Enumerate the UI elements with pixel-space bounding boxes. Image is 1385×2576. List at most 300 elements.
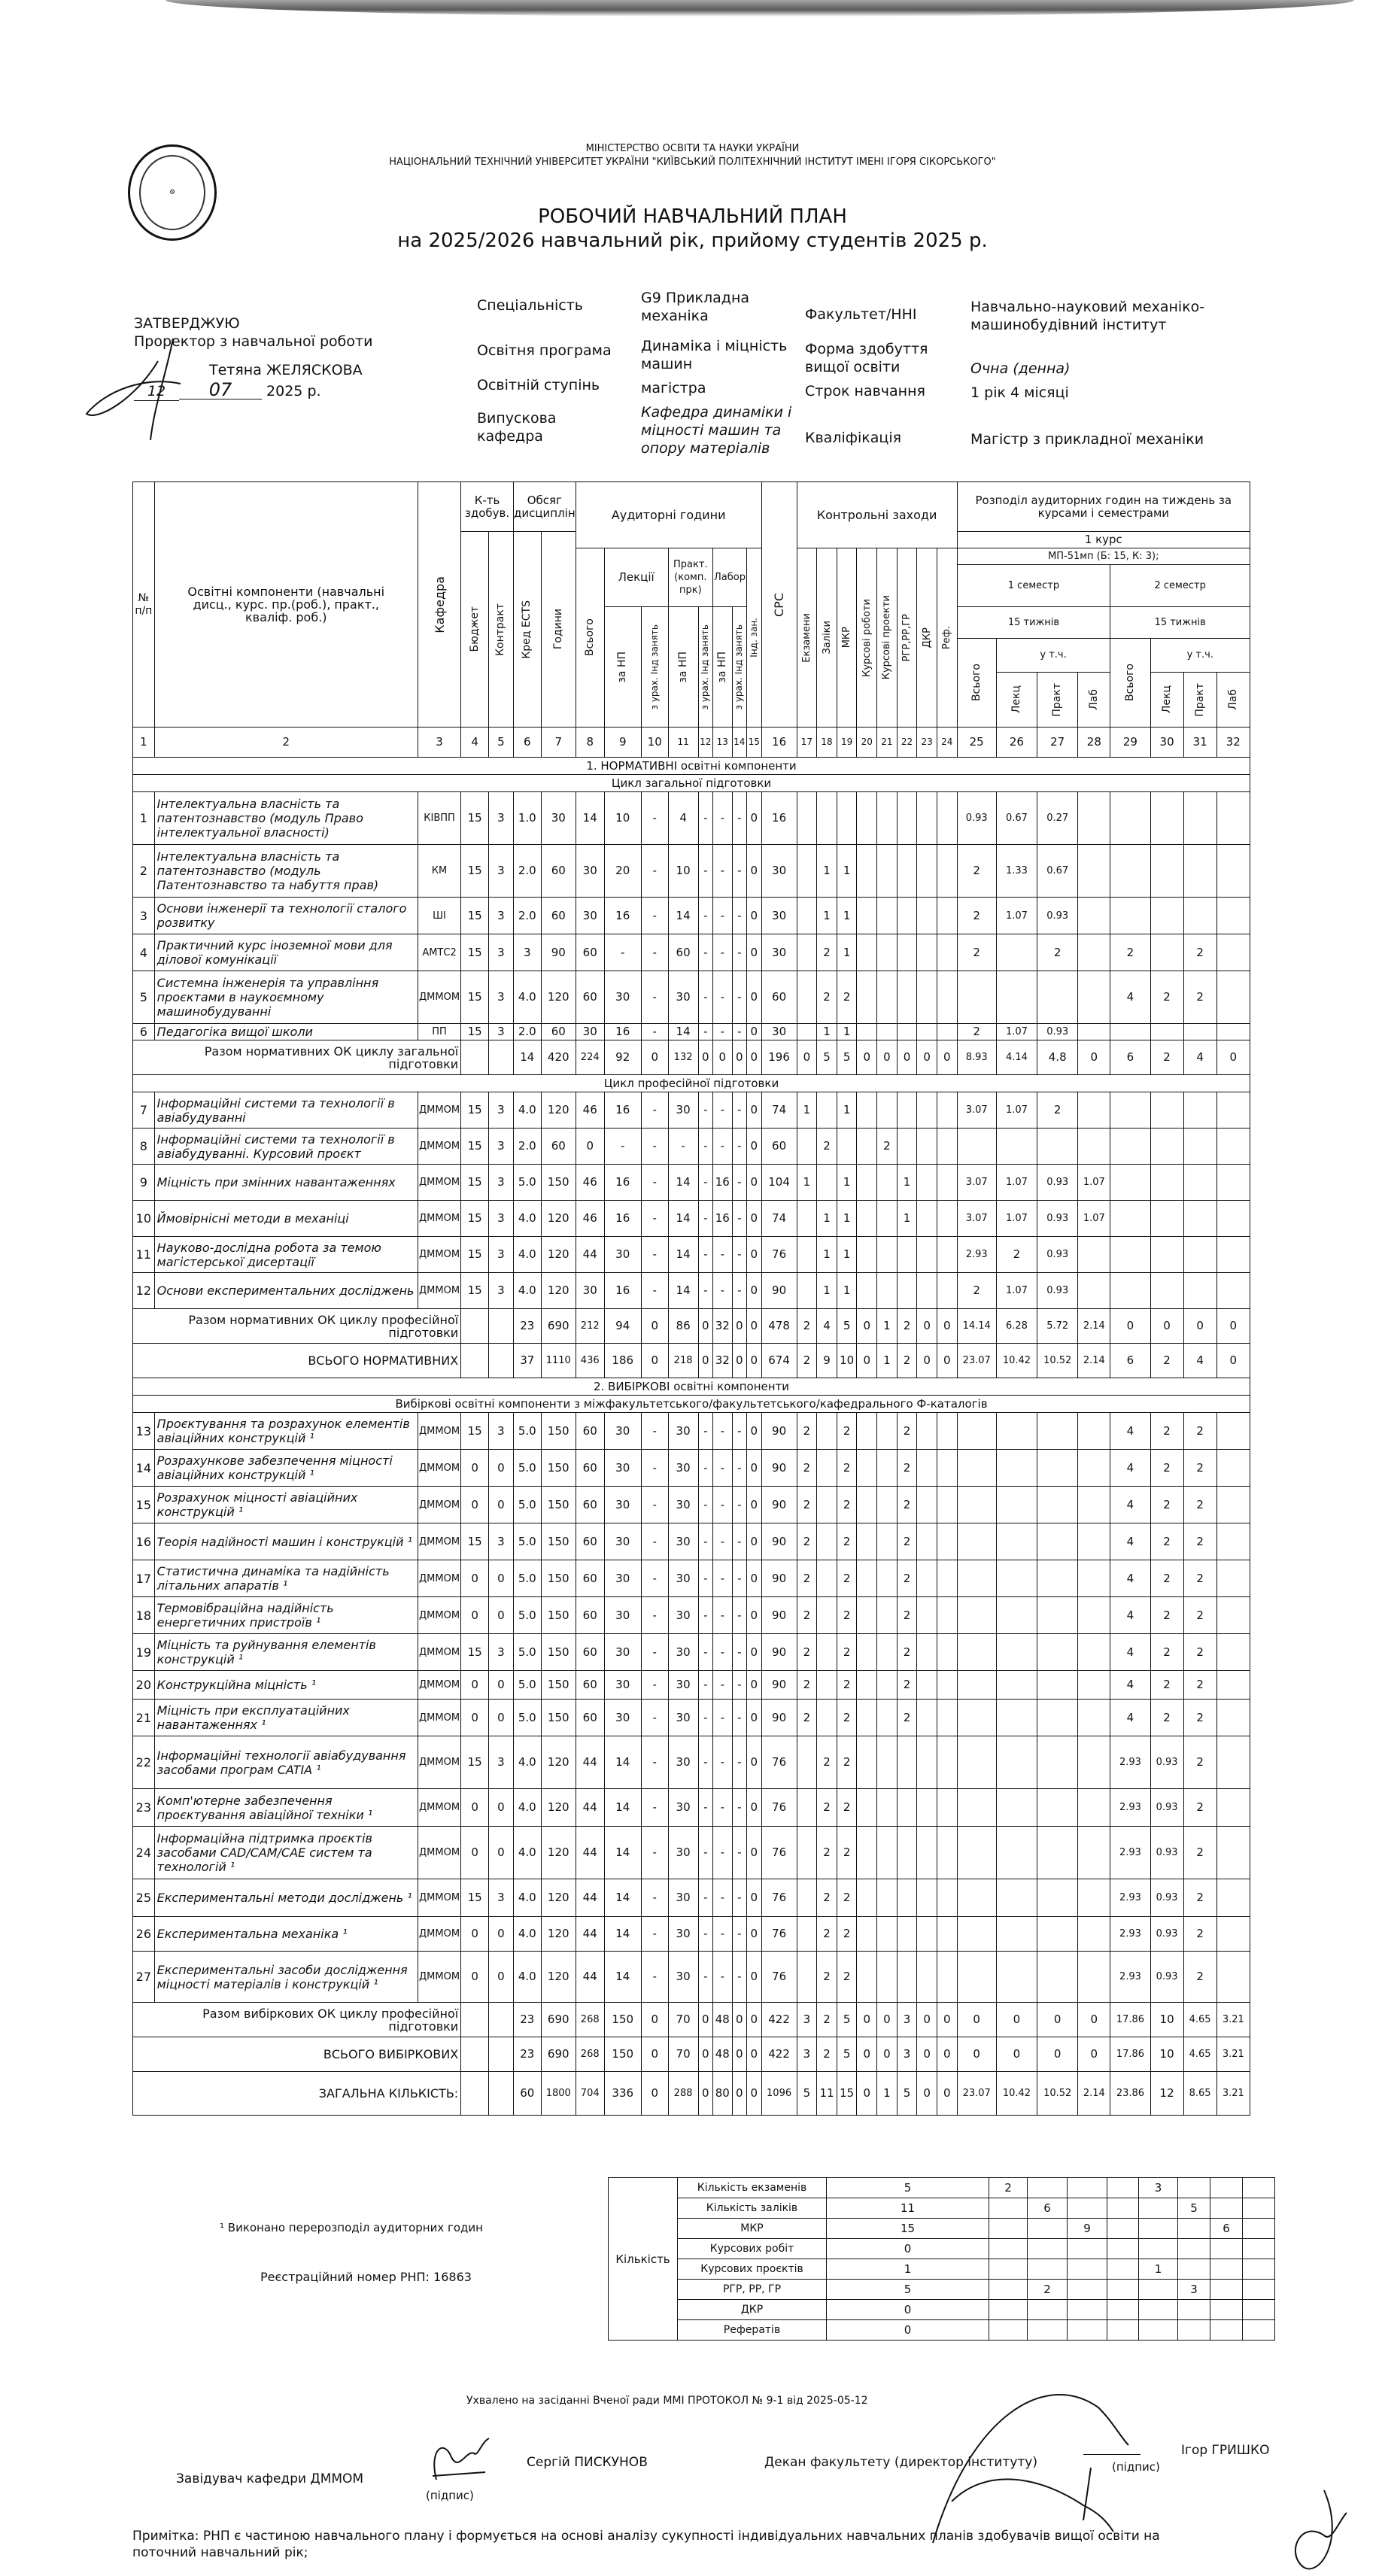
cell-value [797,845,817,898]
cell-value: 120 [541,1092,576,1129]
summary-value: 23 [513,2037,541,2072]
lectures-header: Лекції [604,548,668,607]
table-row [133,1917,1250,1952]
cell-value: - [604,934,641,971]
cell-value: 2 [1183,1634,1216,1671]
w1-pr [1037,673,1078,727]
cell-value [937,1450,957,1487]
cell-value: 44 [576,1237,604,1273]
summary-value: 15 [837,2072,857,2116]
table-row [133,1092,1250,1129]
ref-header [937,548,957,728]
cell-value [857,898,877,934]
cell-value: 30 [668,1597,698,1634]
summary-value: 224 [576,1040,604,1075]
cell-value: 4.0 [513,1789,541,1827]
summary-value: 0 [797,1040,817,1075]
cell-value: - [732,845,746,898]
row-number: 2 [133,845,155,898]
scan-edge [166,0,1354,17]
cell-value [857,1523,877,1560]
summary-value: 690 [541,1309,576,1344]
cell-value: 2 [837,1450,857,1487]
cell-value: 15 [461,792,489,845]
summary-value: 10 [1150,2003,1183,2037]
section-general-cycle-label: Цикл загальної підготовки [133,775,1250,792]
degree-label: Освітній ступінь [477,377,600,393]
cell-value: 0 [489,1560,514,1597]
cell-value [1078,1789,1110,1827]
cell-value: 2 [797,1413,817,1450]
cell-value [937,1024,957,1040]
cell-value: 15 [461,1237,489,1273]
cell-value [817,1523,837,1560]
cell-value: 15 [461,1201,489,1237]
cell-value: - [641,1597,668,1634]
cell-value: 30 [668,1413,698,1450]
cell-value: 5.0 [513,1597,541,1634]
cell-value: 0.93 [1037,1024,1078,1040]
lec-np-header [604,607,641,728]
cell-value [1037,1129,1078,1165]
cell-value: 0 [461,1487,489,1523]
cell-value [937,1827,957,1879]
summary-value: 0 [641,1344,668,1378]
cell-value [996,1523,1037,1560]
cell-value: - [641,1413,668,1450]
cell-value: 150 [541,1597,576,1634]
cell-value: - [698,1560,712,1597]
table-row [133,1450,1250,1487]
dkr-header-text: ДКР [921,627,933,649]
cell-value: - [713,971,733,1024]
cell-value: 0 [489,1952,514,2003]
cell-value [917,1560,937,1597]
cell-value: 1 [797,1165,817,1201]
cell-value [996,1450,1037,1487]
summary-value: 4.8 [1037,1040,1078,1075]
cell-value [917,845,937,898]
summary-value: 0 [1078,2003,1110,2037]
cell-value: 90 [761,1671,797,1700]
cell-value [877,1237,898,1273]
cell-value: - [641,1634,668,1671]
summary-value: 2.14 [1078,1309,1110,1344]
w2-lab [1217,673,1250,727]
cell-value: - [698,1736,712,1789]
column-number: 2 [154,728,418,758]
summary-row-cell [1210,2300,1243,2320]
table-row [133,971,1250,1024]
cell-value: 150 [541,1700,576,1736]
cell-value [1216,1092,1250,1129]
cell-value: 0.93 [1037,1165,1078,1201]
cell-value: 2 [1183,1789,1216,1827]
dean-label: Декан факультету (директор інституту) [764,2455,1037,2470]
cell-value: 104 [761,1165,797,1201]
program-value: Динаміка і міцність машин [641,338,788,372]
w2-lec-text: Лекц [1160,685,1173,714]
cell-value [877,1092,898,1129]
practice-header: Практ. (комп. прк) [668,548,712,607]
cell-value: - [713,1237,733,1273]
cell-value: 30 [668,1917,698,1952]
dean-sign-caption: (підпис) [1112,2460,1160,2474]
cell-value: 90 [761,1634,797,1671]
cell-value: 0 [461,1450,489,1487]
cell-value: 2 [837,1523,857,1560]
cell-value [857,1024,877,1040]
summary-value: 0 [747,2037,761,2072]
cell-value [857,1201,877,1237]
cell-value: - [698,1237,712,1273]
column-number: 6 [513,728,541,758]
cell-value: 15 [461,1273,489,1309]
cell-value [877,1700,898,1736]
table-row [133,1413,1250,1450]
cell-value: 0 [747,1413,761,1450]
cell-value: - [668,1129,698,1165]
summary-value: 23.07 [957,1344,996,1378]
row-number: 15 [133,1487,155,1523]
cell-value: 1.07 [1078,1201,1110,1237]
cell-value: - [732,1092,746,1129]
summary-value: 0 [732,1040,746,1075]
summary-value: 17.86 [1110,2003,1150,2037]
summary-value [489,2072,514,2116]
cell-value: - [698,898,712,934]
cell-value: 2 [1183,1597,1216,1634]
summary-row-cell [1243,2300,1275,2320]
cell-value: 16 [604,1092,641,1129]
summary-value: 2 [797,1344,817,1378]
cell-value: 3 [489,792,514,845]
cell-value [1183,845,1216,898]
cell-value [857,1129,877,1165]
summary-row-cell [989,2300,1028,2320]
cell-value [937,1789,957,1827]
cell-value: 0 [747,1597,761,1634]
summary-value: 0 [996,2003,1037,2037]
cell-value: - [641,1450,668,1487]
summary-value [489,2003,514,2037]
cell-value: 1.07 [996,1092,1037,1129]
cell-value: 2 [797,1700,817,1736]
summary-value: 2 [897,1344,917,1378]
w1-lec-text: Лекц [1010,685,1022,714]
cell-value: 3 [489,1165,514,1201]
rgr-header [897,548,917,728]
summary-value: 0 [747,2072,761,2116]
cell-value: 2 [837,1671,857,1700]
kafedra-code: ДММОМ [418,1597,460,1634]
row-number: 23 [133,1789,155,1827]
cell-value: 4.0 [513,1827,541,1879]
cell-value: 3.07 [957,1092,996,1129]
cell-value [1216,1413,1250,1450]
cell-value: 1 [837,1165,857,1201]
cell-value [817,1560,837,1597]
cell-value: 0 [747,1917,761,1952]
cell-value [1037,1560,1078,1597]
budget-header [461,532,489,728]
cell-value: 2 [1150,1523,1183,1560]
cell-value: 10 [604,792,641,845]
summary-row-cell [1107,2239,1139,2259]
column-number: 7 [541,728,576,758]
cell-value: 2 [1183,1560,1216,1597]
cell-value [1216,1952,1250,2003]
summary-row-cell [1068,2178,1107,2198]
cell-value: 0 [489,1789,514,1827]
summary-row-cell [1210,2280,1243,2300]
summary-row-total: 0 [827,2239,989,2259]
cell-value: 2 [1037,1092,1078,1129]
cell-value [1150,1165,1183,1201]
cell-value: 30 [604,1487,641,1523]
cell-value: 4.0 [513,1879,541,1917]
cell-value [1110,1201,1150,1237]
component-name: Міцність при змінних навантаженнях [154,1165,418,1201]
cell-value [1183,898,1216,934]
cell-value: - [713,1789,733,1827]
cell-value: 2 [877,1129,898,1165]
cell-value [1078,1129,1110,1165]
university-seal-logo: ⚙ [128,144,217,241]
srs-header [761,482,797,728]
cell-value [996,971,1037,1024]
cell-value: 30 [668,1450,698,1487]
cell-value [917,1634,937,1671]
cell-value: 60 [761,971,797,1024]
summary-row-total: 5 [827,2178,989,2198]
summary-value: 0 [857,2072,877,2116]
cell-value: 2 [957,898,996,934]
cell-value: 0 [461,1700,489,1736]
ind-header [747,548,761,728]
cell-value: 1.07 [996,1024,1037,1040]
approval-protocol: Ухвалено на засіданні Вченої ради ММІ ПРОТОКОЛ № 9-1 від 2025-05-12 [466,2395,868,2407]
sem1-header: 1 семестр [957,565,1110,607]
cell-value: 5.0 [513,1700,541,1736]
cell-value: 2 [837,1413,857,1450]
cell-value: 2 [837,1789,857,1827]
cell-value [857,1165,877,1201]
cell-value: 30 [668,1879,698,1917]
cell-value [917,1736,937,1789]
cell-value: 2 [797,1523,817,1560]
summary-value: 2 [817,2037,837,2072]
summary-value: 9 [817,1344,837,1378]
cell-value [937,1487,957,1523]
row-number: 13 [133,1413,155,1450]
cell-value: - [732,1560,746,1597]
summary-value: 0 [937,2037,957,2072]
cell-value: - [713,1597,733,1634]
cell-value [817,1597,837,1634]
cell-value: 46 [576,1201,604,1237]
summary-value [461,2003,489,2037]
cell-value [877,1597,898,1634]
summary-row-cell [1243,2239,1275,2259]
summary-value: 32 [713,1309,733,1344]
summary-value: 48 [713,2003,733,2037]
cell-value: - [713,934,733,971]
row-number: 20 [133,1671,155,1700]
cell-value [917,971,937,1024]
cell-value: 2 [957,934,996,971]
cell-value: 150 [541,1560,576,1597]
dept-value: Кафедра динаміки і міцності машин та опору матеріалів [641,404,792,457]
component-name: Комп'ютерне забезпечення проєктування авіаційної техніки ¹ [154,1789,418,1827]
cell-value: 2 [837,1597,857,1634]
summary-row-cell [989,2198,1028,2219]
cell-value [877,1789,898,1827]
column-number: 22 [897,728,917,758]
cell-value [937,1560,957,1597]
w1-incl: у т.ч. [997,639,1110,673]
cell-value: 30 [604,1413,641,1450]
section-prof-cycle-label: Цикл професійної підготовки [133,1075,1250,1092]
cell-value: 1 [837,1237,857,1273]
cell-value [817,1413,837,1450]
cell-value: 2 [1150,1634,1183,1671]
cell-value: 2 [897,1634,917,1671]
summary-row-cell [1028,2219,1068,2239]
row-number: 3 [133,898,155,934]
summary-row-cell [1107,2198,1139,2219]
component-name: Розрахункове забезпечення міцності авіаційних конструкцій ¹ [154,1450,418,1487]
cell-value [877,1560,898,1597]
kafedra-code: ДММОМ [418,1237,460,1273]
aud-total-header [576,548,604,728]
control-summary-row [609,2239,1275,2259]
cell-value: 4.0 [513,1273,541,1309]
summary-row-cell [1028,2239,1068,2259]
cell-value [877,1736,898,1789]
section-general-cycle [133,775,1250,792]
summary-value: 0 [857,1344,877,1378]
summary-row-total: 15 [827,2219,989,2239]
cell-value: - [732,1597,746,1634]
summary-value: 0 [641,1309,668,1344]
cell-value: 15 [461,898,489,934]
cell-value: - [732,1450,746,1487]
cell-value: 2 [837,1952,857,2003]
cell-value [1078,1952,1110,2003]
summary-value: 10 [837,1344,857,1378]
kafedra-code: ДММОМ [418,1523,460,1560]
cell-value: 0 [489,1597,514,1634]
cell-value: 60 [576,1450,604,1487]
summary-value: 0 [698,2072,712,2116]
cell-value: 0 [747,1634,761,1671]
cell-value: 14 [604,1952,641,2003]
cell-value [937,1092,957,1129]
cell-value [957,1560,996,1597]
summary-value: 3.21 [1216,2037,1250,2072]
w2-pr [1184,673,1217,727]
table-row [133,1789,1250,1827]
cell-value: 0 [747,1827,761,1879]
cell-value: 3 [489,1237,514,1273]
cell-value: 0.93 [1150,1736,1183,1789]
kafedra-code: ДММОМ [418,1827,460,1879]
cell-value: 120 [541,1952,576,2003]
column-number: 24 [937,728,957,758]
cell-value: 2 [817,1789,837,1827]
table-row [133,1024,1250,1040]
cell-value [937,1917,957,1952]
control-summary-row [609,2198,1275,2219]
control-summary-row [609,2259,1275,2280]
cell-value: 14 [668,1273,698,1309]
cell-value: 14 [604,1879,641,1917]
cell-value: 2 [837,971,857,1024]
cell-value [877,792,898,845]
cell-value [937,1237,957,1273]
summary-row-cell [1243,2198,1275,2219]
cell-value [957,1789,996,1827]
cell-value: 150 [541,1450,576,1487]
cell-value: 60 [576,1700,604,1736]
cell-value: 0 [461,1952,489,2003]
summary-value: 336 [604,2072,641,2116]
cell-value: 5.0 [513,1413,541,1450]
summary-value: 0 [917,2072,937,2116]
component-name: Основи інженерії та технології сталого розвитку [154,898,418,934]
cell-value: 90 [761,1273,797,1309]
cell-value: - [732,1917,746,1952]
summary-value: 0 [1183,1309,1216,1344]
w1-lab-text: Лаб [1087,689,1100,710]
cell-value: 2 [1150,1560,1183,1597]
form-label: Форма здобуття вищої освіти [805,341,928,375]
cell-value: 60 [576,1597,604,1634]
cell-value: 1 [837,1024,857,1040]
row-number: 18 [133,1597,155,1634]
cell-value [996,934,1037,971]
cell-value: - [698,1487,712,1523]
cell-value: 2 [957,1273,996,1309]
cell-value [1037,1736,1078,1789]
cell-value [957,1129,996,1165]
row-number: 1 [133,792,155,845]
cell-value: - [713,1273,733,1309]
cell-value: 1.07 [996,1273,1037,1309]
cell-value: - [641,1952,668,2003]
cell-value: 2 [1183,1736,1216,1789]
cell-value: 30 [576,845,604,898]
cell-value [996,1487,1037,1523]
cell-value: 30 [604,1450,641,1487]
summary-value: 0 [698,1040,712,1075]
cell-value: - [698,1092,712,1129]
cell-value: 1 [837,934,857,971]
cell-value: - [698,1917,712,1952]
cell-value [797,1273,817,1309]
component-name: Системна інженерія та управління проєктами в наукоємному машинобудуванні [154,971,418,1024]
cell-value: 0 [747,1952,761,2003]
summary-value: 2 [897,1309,917,1344]
cell-value: - [732,1671,746,1700]
cell-value [877,1917,898,1952]
cell-value: 4.0 [513,1952,541,2003]
lab-np-text: за НП [715,651,728,683]
summary-value: 0 [1150,1309,1183,1344]
cell-value: 2 [837,1917,857,1952]
summary-value: 0 [1037,2037,1078,2072]
